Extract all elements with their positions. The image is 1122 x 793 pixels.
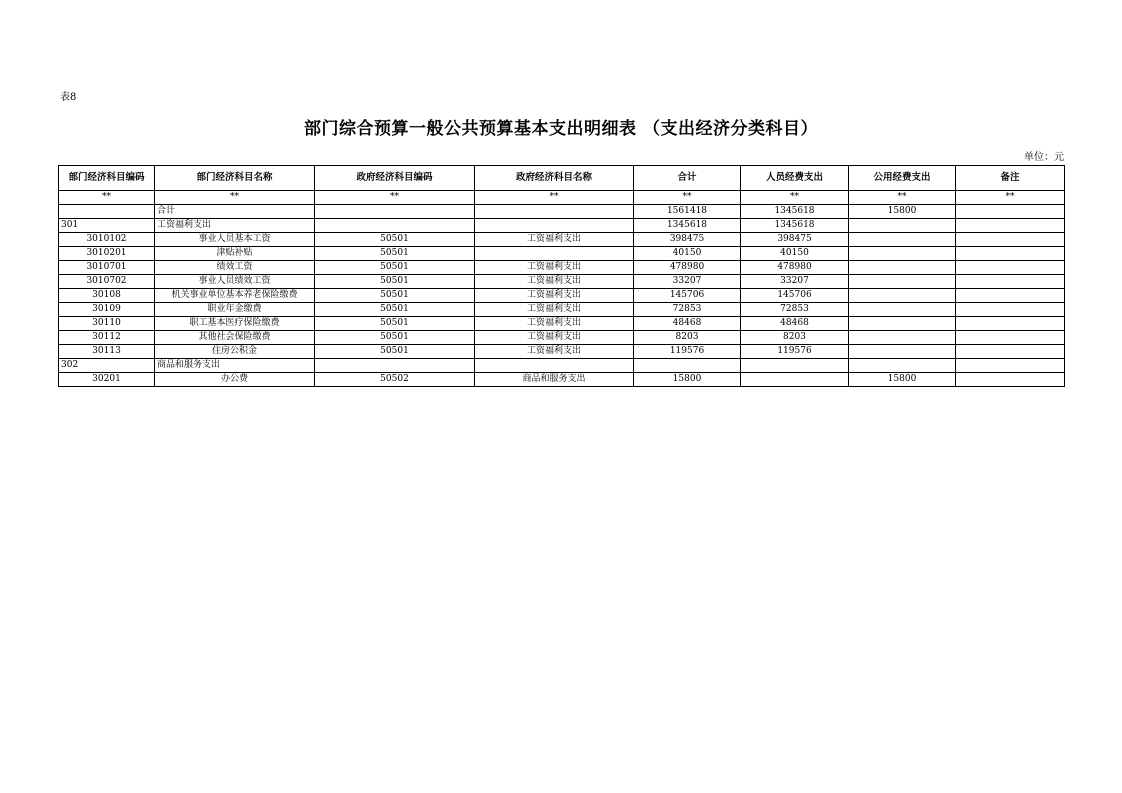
note-cell [956,247,1065,261]
note-cell [956,345,1065,359]
table-row [59,247,1065,261]
table-row [59,373,1065,387]
economic-code-cell: 302 [59,359,155,373]
total-cell [634,359,741,373]
economic-name-cell: 机关事业单位基本养老保险缴费 [155,289,315,303]
personnel-expense-cell: 33207 [741,275,849,289]
personnel-expense-cell: 478980 [741,261,849,275]
gov-code-cell: 50501 [315,303,475,317]
column-header: 政府经济科目名称 [475,166,634,191]
table-header-row [59,166,1065,191]
public-expense-cell [849,219,956,233]
public-expense-cell: 15800 [849,205,956,219]
note-cell [956,289,1065,303]
note-cell [956,359,1065,373]
economic-code-cell: 3010702 [59,275,155,289]
personnel-expense-cell [741,373,849,387]
gov-name-cell: 工资福利支出 [475,345,634,359]
note-cell [956,303,1065,317]
gov-code-cell: 50502 [315,373,475,387]
total-cell: 478980 [634,261,741,275]
gov-name-cell: 工资福利支出 [475,331,634,345]
total-cell: 1561418 [634,205,741,219]
personnel-expense-cell: 1345618 [741,205,849,219]
economic-name-cell: 办公费 [155,373,315,387]
table-row [59,261,1065,275]
table-row [59,359,1065,373]
table-row [59,331,1065,345]
note-cell [956,373,1065,387]
economic-name-cell: 事业人员绩效工资 [155,275,315,289]
table-row [59,219,1065,233]
table-row [59,233,1065,247]
total-cell: 1345618 [634,219,741,233]
personnel-expense-cell: 1345618 [741,219,849,233]
economic-name-cell: 商品和服务支出 [155,359,315,373]
placeholder-star-row [59,191,1065,205]
personnel-expense-cell: 119576 [741,345,849,359]
gov-name-cell: 工资福利支出 [475,317,634,331]
economic-name-cell: 绩效工资 [155,261,315,275]
gov-code-cell: 50501 [315,317,475,331]
economic-name-cell: 职业年金缴费 [155,303,315,317]
total-cell: 15800 [634,373,741,387]
public-expense-cell [849,275,956,289]
public-expense-cell [849,317,956,331]
note-cell [956,317,1065,331]
gov-name-cell: 工资福利支出 [475,303,634,317]
personnel-expense-cell [741,359,849,373]
total-cell: 33207 [634,275,741,289]
economic-name-cell: 工资福利支出 [155,219,315,233]
note-cell [956,219,1065,233]
economic-code-cell: 30109 [59,303,155,317]
budget-detail-table [58,165,1065,387]
economic-name-cell: 其他社会保险缴费 [155,331,315,345]
note-cell [956,205,1065,219]
table-cell: ** [956,191,1065,205]
gov-code-cell [315,359,475,373]
gov-code-cell: 50501 [315,233,475,247]
public-expense-cell [849,331,956,345]
total-cell: 398475 [634,233,741,247]
personnel-expense-cell: 48468 [741,317,849,331]
total-cell: 72853 [634,303,741,317]
note-cell [956,275,1065,289]
gov-code-cell: 50501 [315,345,475,359]
public-expense-cell [849,359,956,373]
total-cell: 48468 [634,317,741,331]
economic-code-cell: 3010201 [59,247,155,261]
column-header: 部门经济科目名称 [155,166,315,191]
note-cell [956,331,1065,345]
gov-name-cell: 工资福利支出 [475,275,634,289]
public-expense-cell [849,289,956,303]
table-cell: ** [59,191,155,205]
total-cell: 8203 [634,331,741,345]
table-row [59,303,1065,317]
unit-label: 单位：元 [1024,152,1064,163]
gov-code-cell: 50501 [315,289,475,303]
table-row [59,205,1065,219]
gov-name-cell: 工资福利支出 [475,289,634,303]
table-cell: ** [849,191,956,205]
economic-code-cell [59,205,155,219]
personnel-expense-cell: 398475 [741,233,849,247]
personnel-expense-cell: 8203 [741,331,849,345]
personnel-expense-cell: 72853 [741,303,849,317]
column-header: 政府经济科目编码 [315,166,475,191]
gov-name-cell: 工资福利支出 [475,233,634,247]
column-header: 部门经济科目编码 [59,166,155,191]
table-row [59,275,1065,289]
gov-code-cell: 50501 [315,331,475,345]
gov-name-cell [475,247,634,261]
public-expense-cell: 15800 [849,373,956,387]
table-row [59,345,1065,359]
column-header: 人员经费支出 [741,166,849,191]
economic-code-cell: 3010102 [59,233,155,247]
economic-code-cell: 3010701 [59,261,155,275]
table-cell: ** [475,191,634,205]
gov-code-cell: 50501 [315,275,475,289]
gov-code-cell [315,205,475,219]
gov-name-cell: 商品和服务支出 [475,373,634,387]
public-expense-cell [849,345,956,359]
public-expense-cell [849,303,956,317]
economic-code-cell: 30113 [59,345,155,359]
column-header: 备注 [956,166,1065,191]
personnel-expense-cell: 40150 [741,247,849,261]
table-cell: ** [155,191,315,205]
public-expense-cell [849,261,956,275]
table-number-label: 表8 [60,92,77,103]
gov-code-cell [315,219,475,233]
note-cell [956,261,1065,275]
economic-name-cell: 合计 [155,205,315,219]
table-cell: ** [634,191,741,205]
gov-name-cell: 工资福利支出 [475,261,634,275]
column-header: 合计 [634,166,741,191]
economic-code-cell: 30112 [59,331,155,345]
gov-name-cell [475,359,634,373]
economic-name-cell: 职工基本医疗保险缴费 [155,317,315,331]
personnel-expense-cell: 145706 [741,289,849,303]
total-cell: 145706 [634,289,741,303]
economic-code-cell: 30108 [59,289,155,303]
table-row [59,289,1065,303]
table-cell: ** [741,191,849,205]
economic-code-cell: 30201 [59,373,155,387]
table-cell: ** [315,191,475,205]
economic-code-cell: 30110 [59,317,155,331]
public-expense-cell [849,247,956,261]
gov-code-cell: 50501 [315,261,475,275]
page-title: 部门综合预算一般公共预算基本支出明细表 （支出经济分类科目） [304,119,818,139]
gov-code-cell: 50501 [315,247,475,261]
economic-code-cell: 301 [59,219,155,233]
gov-name-cell [475,219,634,233]
gov-name-cell [475,205,634,219]
total-cell: 119576 [634,345,741,359]
total-cell: 40150 [634,247,741,261]
economic-name-cell: 事业人员基本工资 [155,233,315,247]
column-header: 公用经费支出 [849,166,956,191]
economic-name-cell: 住房公积金 [155,345,315,359]
table-row [59,317,1065,331]
public-expense-cell [849,233,956,247]
economic-name-cell: 津贴补贴 [155,247,315,261]
note-cell [956,233,1065,247]
